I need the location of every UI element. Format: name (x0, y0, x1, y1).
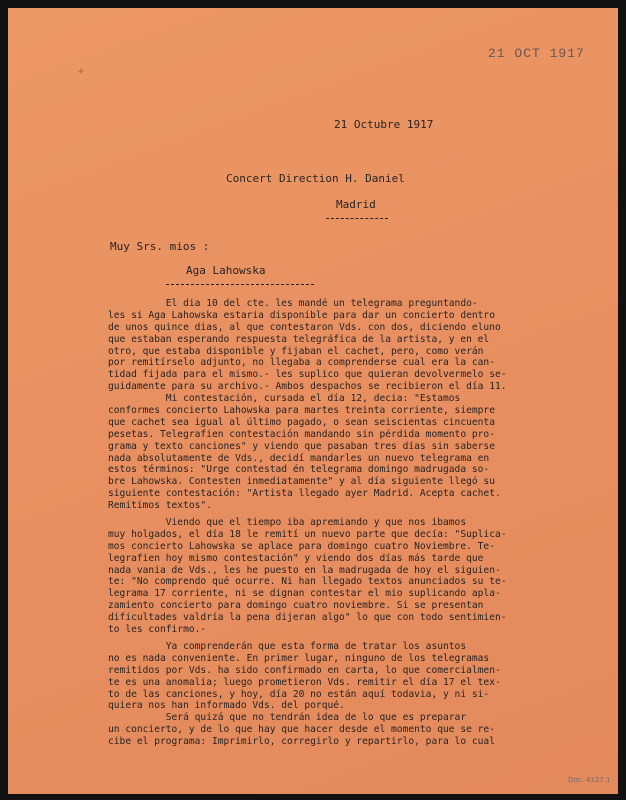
letter-body (108, 298, 588, 748)
letter-line: legrama 17 corriente, ni se dignan contestar el mio suplicando apla- (108, 588, 501, 600)
letter-line: tidad fijada para el mismo.- les suplico que quieran devolvermelo se- (108, 369, 507, 381)
letter-line: El dia 10 del cte. les mandé un telegrama preguntando- (108, 298, 478, 309)
recipient-city: Madrid (336, 198, 376, 211)
letter-line: muy holgados, el día 18 le remití un nuevo parte que decía: "Suplica- (108, 528, 507, 540)
letter-date: 21 Octubre 1917 (334, 118, 434, 131)
letter-page (8, 8, 618, 794)
letter-line: Viendo que el tiempo iba apremiando y que nos ibamos (108, 517, 467, 529)
letter-line: estos términos: "Urge contestad én telegrama domingo madrugada so- (108, 464, 490, 476)
letter-line: por remitírselo adjunto, no llegaba a comprenderse cual era la can- (108, 357, 495, 369)
subject-underline (166, 284, 314, 285)
letter-line: zamiento concierto para domingo cuatro noviembre. Si se presentan (108, 600, 484, 612)
letter-line: guidamente para su archivo.- Ambos despachos se recibieron el día 11. (108, 381, 507, 393)
letter-line: pesetas. Telegrafien contestación mandando sin pérdida momento pro- (108, 428, 495, 440)
letter-line: mos concierto Lahowska se aplace para domingo cuatro Noviembre. Te- (108, 540, 495, 552)
letter-line: les si Aga Lahowska estaria disponible para dar un concierto dentro (108, 309, 495, 321)
letter-line: te es una anomalia; luego prometieron Vds. remitir el día 17 el tex- (108, 676, 501, 688)
letter-line: cibe el programa: Imprimirlo, corregirlo y repartirlo, para lo cual (108, 736, 495, 748)
letter-line: Ya comprenderán que esta forma de tratar los asuntos (108, 640, 467, 652)
letter-subject: Aga Lahowska (186, 264, 266, 277)
letter-line: Será quizá que no tendrán idea de lo que es preparar (108, 712, 467, 724)
letter-line: siguiente contestación: "Artista llegado ayer Madrid. Acepta cachet. (108, 488, 501, 500)
letter-line: grama y texto canciones" y viendo que pasaban tres días sin saberse (108, 440, 495, 452)
letter-line: que estaban esperando respuesta telegráfica de la artista, y en el (108, 333, 490, 345)
letter-line: otro, que estaba disponible y fijaban el cachet, pero, como verán (108, 345, 484, 357)
letter-line: que cachet sea igual al último pagado, o sean seiscientas cincuenta (108, 416, 495, 428)
letter-line: remitidos por Vds. ha sido confirmado en carta, lo que comercialmen- (108, 664, 501, 676)
recipient-name: Concert Direction H. Daniel (226, 172, 405, 185)
letter-line: Remitimos textos". (108, 500, 212, 512)
letter-line: te: "No comprendo qué ocurre. Ni han llegado textos anunciados su te- (108, 576, 507, 588)
letter-line: bre Lahowska. Contesten inmediatamente" y al día siguiente llegó su (108, 476, 495, 488)
letter-line: to les confirmo.- (108, 624, 207, 636)
received-date-stamp: 21 OCT 1917 (488, 46, 585, 61)
salutation: Muy Srs. mios : (110, 240, 210, 253)
archive-reference: Doc. 4127.1 (568, 776, 611, 784)
letter-line: Mi contestación, cursada el día 12, decia: "Estamos (108, 393, 461, 405)
letter-line: to de las canciones, y hoy, día 20 no están aquí todavia, y ni si- (108, 688, 490, 700)
letter-line: conformes concierto Lahowska para martes treinta corriente, siempre (108, 405, 495, 417)
letter-line: no es nada conveniente. En primer lugar, ninguno de los telegramas (108, 652, 490, 664)
letter-line: dificultades valdría la pena dijeran algo" lo que con todo sentimien- (108, 612, 507, 624)
paper-fold-mark (78, 68, 84, 74)
letter-line: quiera nos han informado Vds. del porqué. (108, 700, 345, 712)
letter-line: un concierto, y de lo que hay que hacer desde el momento que se re- (108, 724, 495, 736)
city-underline (326, 218, 388, 219)
letter-line: de unos quince dias, al que contestaron Vds. con dos, diciendo eluno (108, 321, 501, 333)
letter-line: nada vania de Vds., les he puesto en la madrugada de hoy el siguien- (108, 564, 501, 576)
letter-line: nada absolutamente de Vds., decidí mandarles un nuevo telegrama en (108, 452, 490, 464)
letter-line: legrafien hoy mismo contestación" y viendo dos días más tarde que (108, 552, 484, 564)
